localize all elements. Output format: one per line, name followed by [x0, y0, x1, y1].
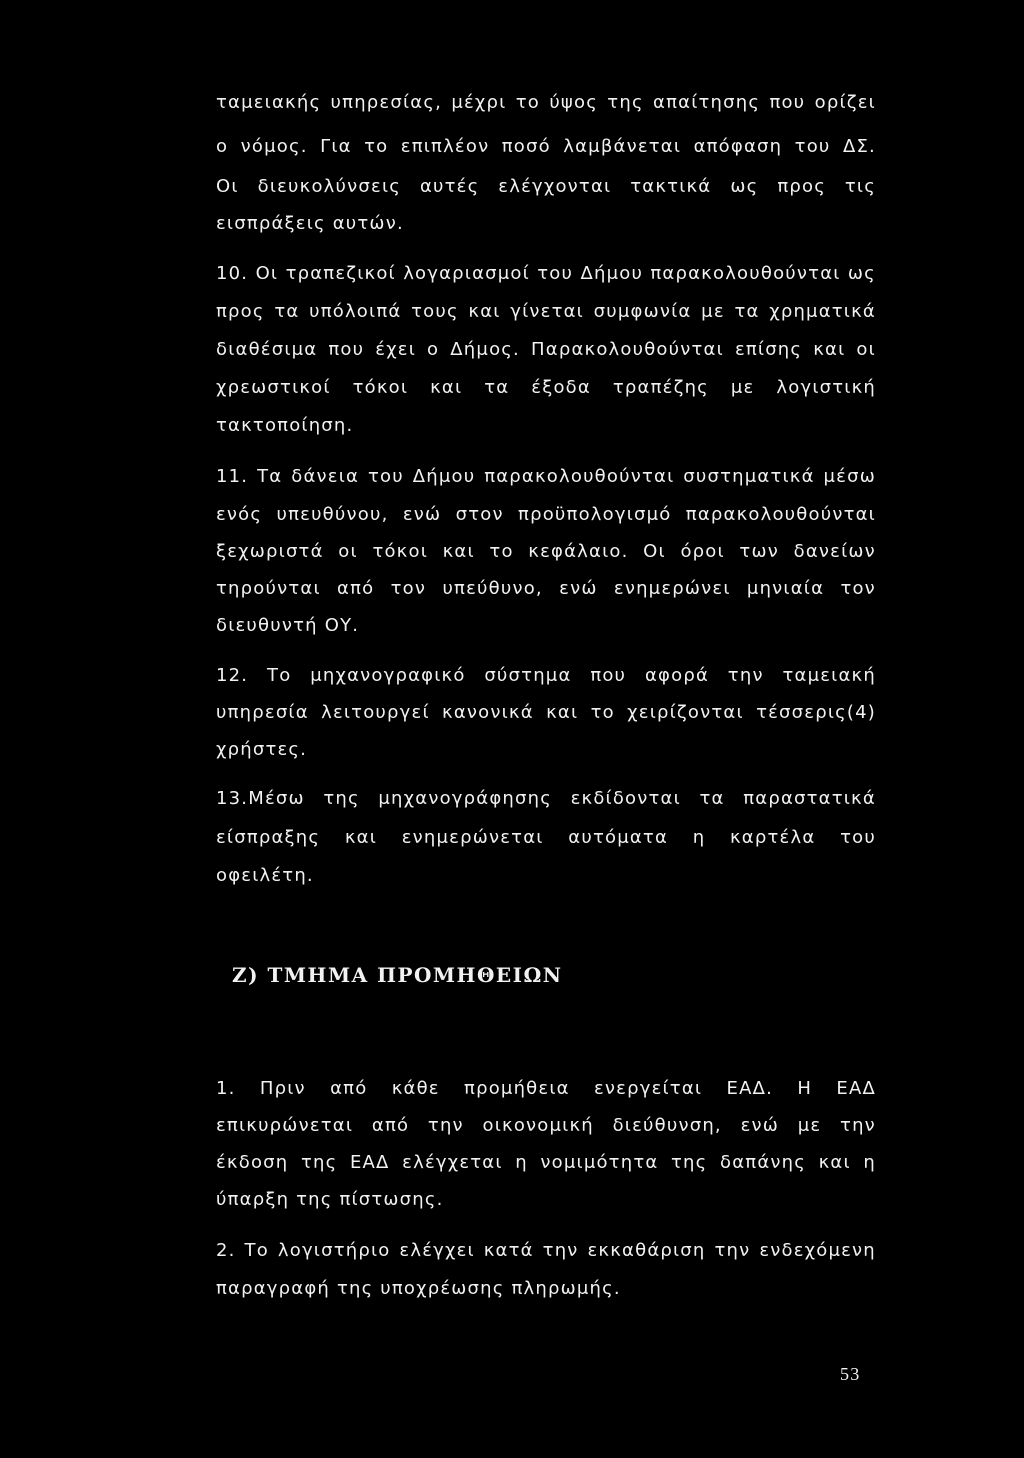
word: και	[546, 702, 579, 723]
word: Δήμου	[580, 263, 644, 284]
word: Οι	[255, 263, 279, 284]
text-line	[216, 376, 876, 400]
word: την	[714, 1240, 751, 1261]
word: λογαριασμοί	[403, 263, 530, 284]
word: μέσω	[823, 466, 876, 487]
word: χρεωστικοί	[216, 377, 331, 398]
word: 2.	[216, 1240, 236, 1261]
word: η	[863, 1152, 876, 1173]
word: ενημερώνεται	[401, 827, 544, 848]
word: του	[367, 466, 404, 487]
word: το	[364, 136, 389, 157]
word: ΕΑΔ.	[726, 1078, 774, 1099]
word: το	[515, 92, 540, 113]
word: και	[813, 339, 846, 360]
word: και	[442, 541, 475, 562]
word: χρηματικά	[769, 301, 876, 322]
word: παρακολουθούνται	[484, 466, 675, 487]
word: διαθέσιμα	[216, 339, 318, 360]
text-line: τακτοποίηση.	[216, 415, 354, 436]
word: τα	[484, 377, 510, 398]
word: υπόλοιπά	[309, 301, 402, 322]
word: μέχρι	[451, 92, 507, 113]
text-line	[216, 175, 876, 199]
word: και	[430, 377, 463, 398]
word: χειρίζονται	[627, 702, 744, 723]
word: Το	[267, 665, 292, 686]
word: ΕΑΔ	[836, 1078, 876, 1099]
word: και	[344, 827, 378, 848]
word: οι	[856, 339, 876, 360]
word: κανονικά	[442, 702, 534, 723]
word: ενεργείται	[593, 1078, 703, 1099]
word: τον	[840, 578, 876, 599]
word: εκδίδονται	[570, 788, 681, 809]
word: Παρακολουθούνται	[531, 339, 724, 360]
word: προϋπολογισμό	[518, 504, 672, 525]
word: την	[840, 1115, 876, 1136]
word: της	[671, 1152, 708, 1173]
word: η	[692, 827, 706, 848]
word: τις	[844, 176, 876, 197]
word: έξοδα	[531, 377, 591, 398]
text-line	[216, 503, 876, 527]
word: από	[337, 578, 375, 599]
text-line: εισπράξεις αυτών.	[216, 213, 404, 234]
text-line	[216, 338, 876, 362]
word: τόκοι	[372, 541, 428, 562]
word: του	[794, 136, 831, 157]
word: 12.	[216, 665, 249, 686]
text-line	[216, 826, 876, 850]
word: ταμειακή	[782, 665, 876, 686]
word: όροι	[680, 541, 725, 562]
word: Τα	[257, 466, 283, 487]
page-number: 53	[840, 1364, 861, 1384]
word: 10.	[216, 263, 249, 284]
text-line	[216, 1114, 876, 1138]
word: την	[542, 1240, 579, 1261]
word: των	[739, 541, 779, 562]
word: με	[730, 377, 755, 398]
word: ΔΣ.	[842, 136, 876, 157]
word: υπηρεσίας,	[330, 92, 443, 113]
word: την	[427, 1115, 464, 1136]
word: παρακολουθούνται	[685, 504, 876, 525]
word: συμφωνία	[593, 301, 692, 322]
word: το	[489, 541, 514, 562]
word: έκδοση	[216, 1152, 289, 1173]
word: λειτουργεί	[321, 702, 430, 723]
word: επικυρώνεται	[216, 1115, 354, 1136]
word: τραπέζης	[612, 377, 709, 398]
word: διευκολύνσεις	[257, 176, 401, 197]
word: που	[590, 665, 627, 686]
word: συστηματικά	[683, 466, 815, 487]
word: από	[330, 1078, 368, 1099]
word: Δήμος.	[450, 339, 520, 360]
text-line	[216, 1077, 876, 1101]
word: νόμος.	[240, 136, 308, 157]
word: το	[590, 702, 615, 723]
word: την	[727, 665, 764, 686]
word: υπηρεσία	[216, 702, 309, 723]
word: λογιστική	[776, 377, 876, 398]
text-line	[216, 465, 876, 489]
word: εκκαθάριση	[587, 1240, 706, 1261]
word: Οι	[643, 541, 666, 562]
word: νομιμότητα	[540, 1152, 659, 1173]
word: της	[323, 788, 360, 809]
word: με	[701, 301, 725, 322]
word: ως	[847, 263, 876, 284]
word: τόκοι	[352, 377, 409, 398]
word: ενδεχόμενη	[759, 1240, 876, 1261]
word: τα	[274, 301, 300, 322]
word: ταμειακής	[216, 92, 322, 113]
text-line	[216, 664, 876, 688]
word: του	[537, 263, 574, 284]
word: ενημερώνει	[613, 578, 731, 599]
word: τέσσερις(4)	[756, 702, 876, 723]
word: προς	[216, 301, 265, 322]
word: στον	[455, 504, 504, 525]
word: επιπλέον	[400, 136, 490, 157]
word: 1.	[216, 1078, 236, 1099]
word: μηνιαία	[746, 578, 825, 599]
word: ενώ	[402, 504, 442, 525]
word: μηχανογράφησης	[378, 788, 552, 809]
word: αυτόματα	[568, 827, 669, 848]
word: Οι	[216, 176, 239, 197]
word: από	[371, 1115, 410, 1136]
word: ο	[427, 339, 440, 360]
text-line	[216, 262, 876, 286]
word: λογιστήριο	[277, 1240, 391, 1261]
text-line	[216, 787, 876, 811]
word: Δήμου	[412, 466, 476, 487]
word: οικονομική	[482, 1115, 594, 1136]
word: παρακολουθούνται	[650, 263, 841, 284]
word: που	[769, 92, 806, 113]
text-line: οφειλέτη.	[216, 865, 314, 886]
word: δανείων	[793, 541, 876, 562]
word: 13.Μέσω	[216, 788, 305, 809]
word: και	[468, 301, 501, 322]
word: ενός	[216, 504, 263, 525]
word: είσπραξης	[216, 827, 321, 848]
word: Το	[244, 1240, 269, 1261]
word: ξεχωριστά	[216, 541, 324, 562]
text-line	[216, 135, 876, 159]
word: μηχανογραφικό	[310, 665, 466, 686]
text-line	[216, 91, 876, 115]
word: παραστατικά	[743, 788, 876, 809]
word: σύστημα	[484, 665, 572, 686]
word: η	[515, 1152, 528, 1173]
section-heading: Ζ) ΤΜΗΜΑ ΠΡΟΜΗΘΕΙΩΝ	[232, 963, 563, 987]
word: 11.	[216, 466, 249, 487]
text-line	[216, 1151, 876, 1175]
word: Για	[320, 136, 352, 157]
text-line: διευθυντή ΟΥ.	[216, 615, 360, 636]
text-line	[216, 300, 876, 324]
word: ποσό	[501, 136, 551, 157]
word: καρτέλα	[730, 827, 816, 848]
word: δάνεια	[291, 466, 360, 487]
word: υπεύθυνο,	[442, 578, 543, 599]
word: προμήθεια	[464, 1078, 570, 1099]
text-line	[216, 701, 876, 725]
word: του	[840, 827, 876, 848]
word: τον	[390, 578, 427, 599]
word: Η	[797, 1078, 813, 1099]
word: προς	[777, 176, 826, 197]
word: τα	[734, 301, 760, 322]
word: επίσης	[734, 339, 803, 360]
word: απαίτησης	[653, 92, 761, 113]
word: αφορά	[644, 665, 710, 686]
text-line: παραγραφή της υποχρέωσης πληρωμής.	[216, 1278, 621, 1299]
word: τηρούνται	[216, 578, 321, 599]
word: υπευθύνου,	[276, 504, 389, 525]
word: οι	[338, 541, 358, 562]
word: με	[797, 1115, 822, 1136]
word: ελέγχεται	[402, 1152, 503, 1173]
word: δαπάνης	[720, 1152, 807, 1173]
word: της	[607, 92, 644, 113]
word: ενώ	[559, 578, 598, 599]
text-line: χρήστες.	[216, 739, 308, 760]
text-line: ύπαρξη της πίστωσης.	[216, 1189, 444, 1210]
word: τα	[699, 788, 725, 809]
word: και	[818, 1152, 851, 1173]
word: ο	[216, 136, 229, 157]
word: ενώ	[740, 1115, 780, 1136]
word: τους	[411, 301, 459, 322]
word: έχει	[375, 339, 417, 360]
word: λαμβάνεται	[563, 136, 682, 157]
text-line	[216, 1239, 876, 1263]
word: ελέγχονται	[498, 176, 612, 197]
word: που	[328, 339, 365, 360]
word: κάθε	[391, 1078, 440, 1099]
word: Πριν	[259, 1078, 306, 1099]
word: απόφαση	[693, 136, 783, 157]
word: ορίζει	[814, 92, 876, 113]
word: διεύθυνση,	[612, 1115, 722, 1136]
word: αυτές	[419, 176, 480, 197]
word: γίνεται	[510, 301, 584, 322]
word: ως	[730, 176, 759, 197]
word: ελέγχει	[399, 1240, 475, 1261]
word: κεφάλαιο.	[528, 541, 629, 562]
word: τακτικά	[630, 176, 712, 197]
word: της	[300, 1152, 338, 1173]
text-line	[216, 540, 876, 564]
word: κατά	[483, 1240, 534, 1261]
word: ύψος	[549, 92, 598, 113]
word: ΕΑΔ	[349, 1152, 390, 1173]
text-line	[216, 577, 876, 601]
word: τραπεζικοί	[285, 263, 396, 284]
